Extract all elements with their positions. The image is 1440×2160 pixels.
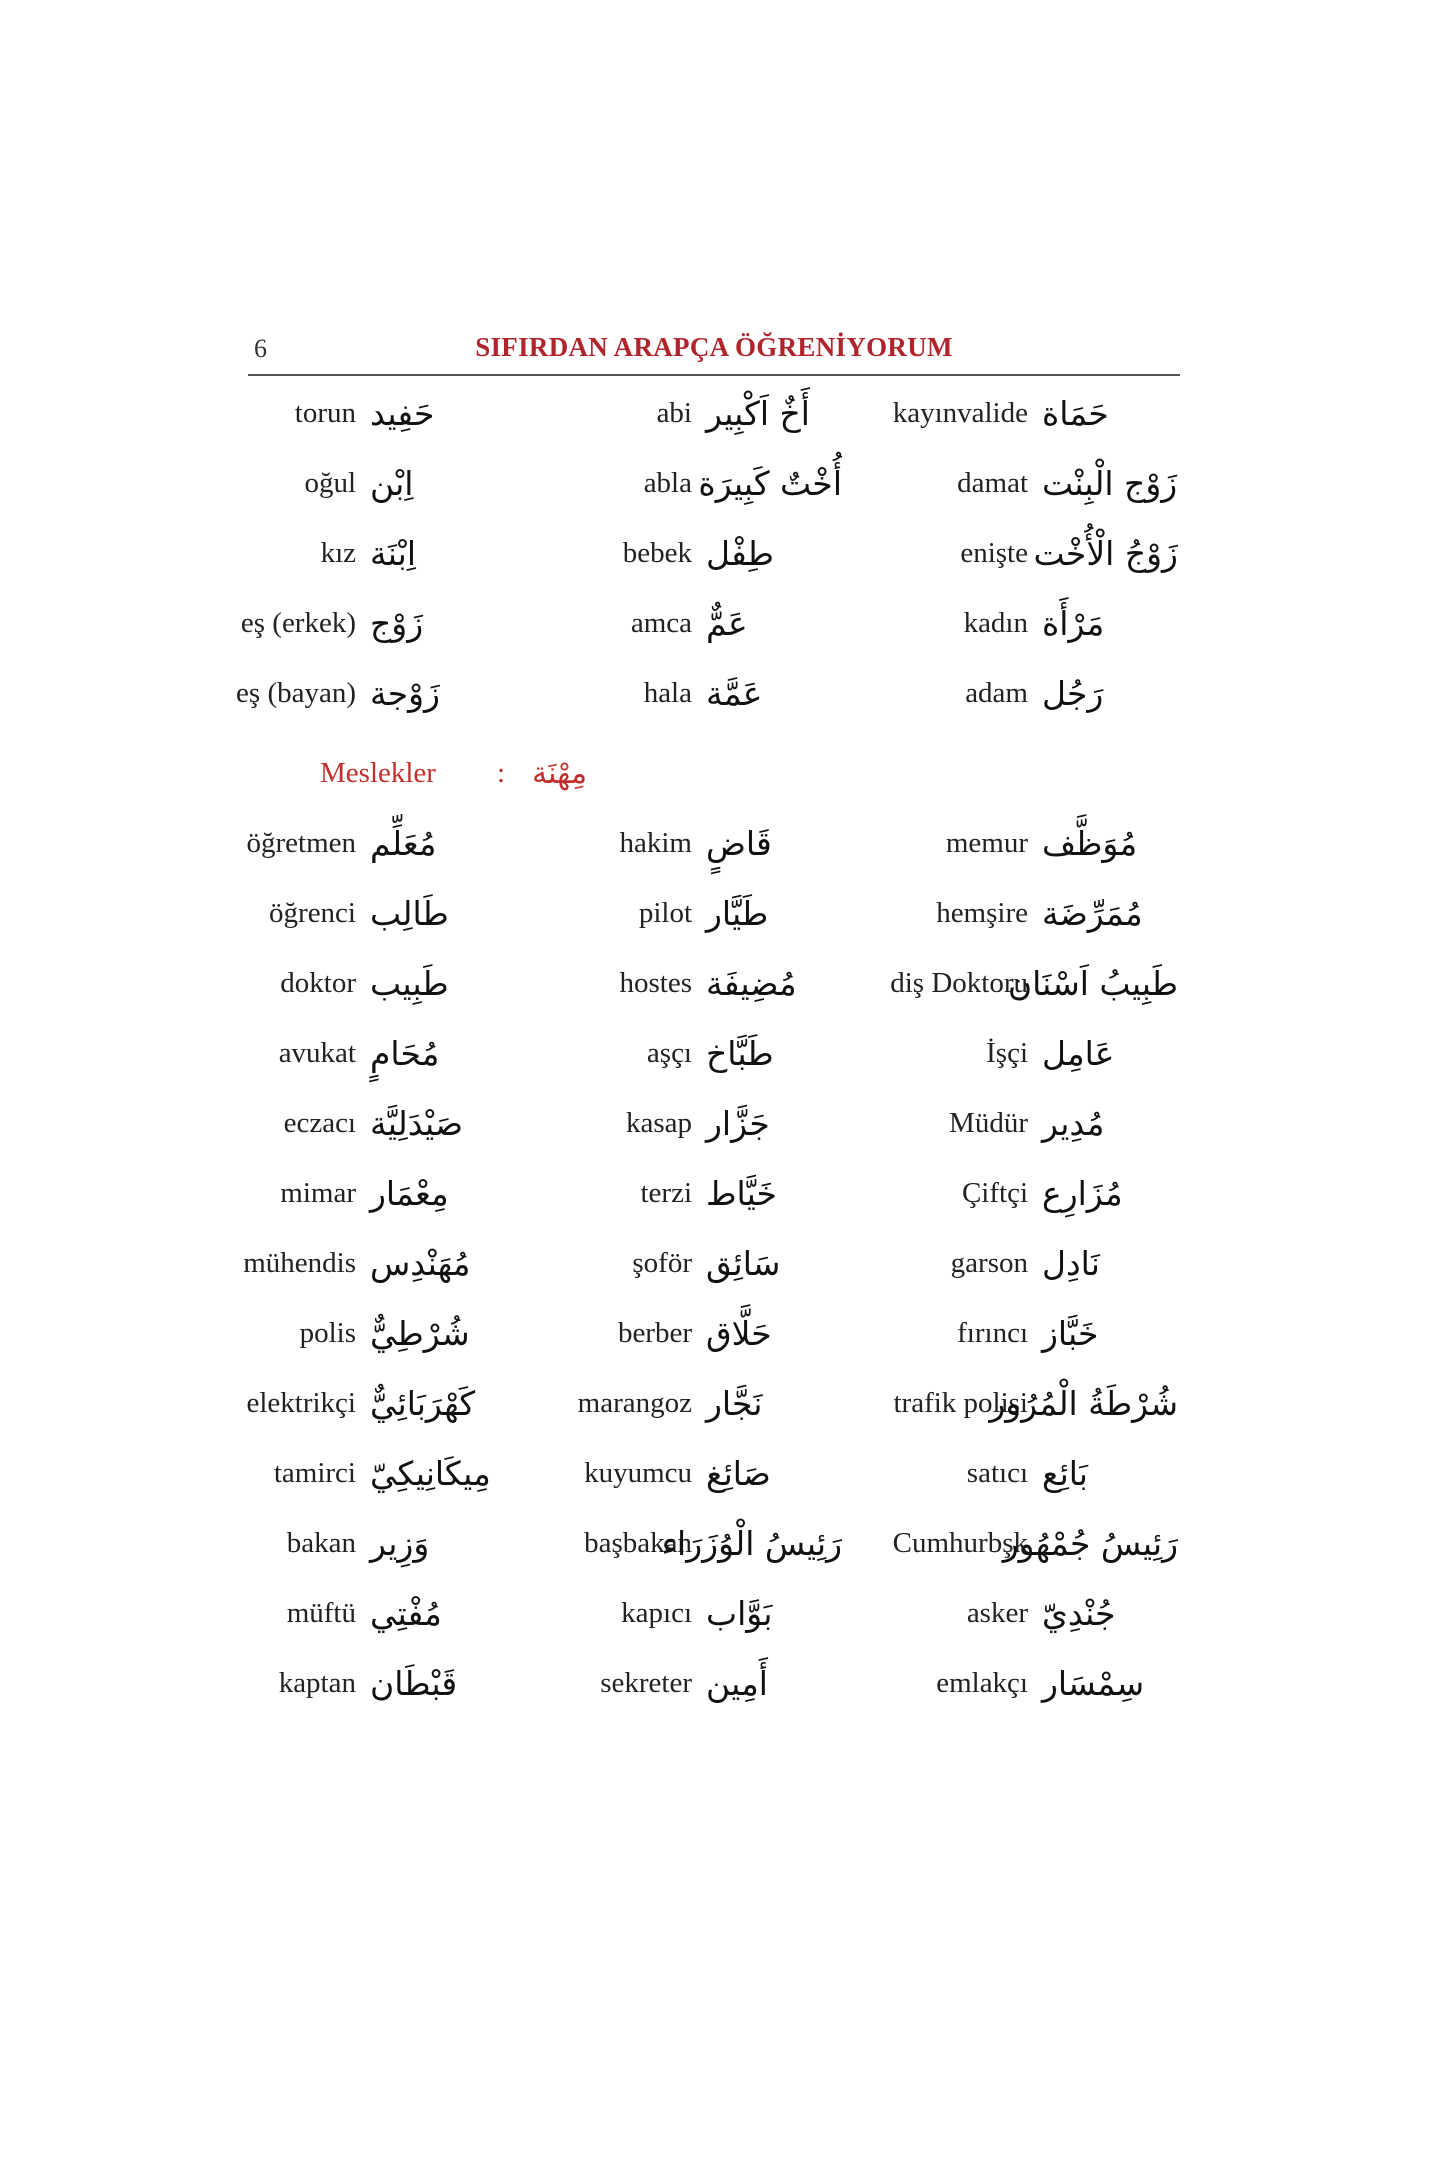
arabic-word: عَامِل [1042, 1033, 1115, 1073]
section-title-arabic: مِهْنَة [532, 755, 588, 791]
vocab-entry [170, 1314, 506, 1353]
arabic-word: بَوَّاب [706, 1593, 773, 1633]
arabic-word: مَرْأَة [1042, 603, 1105, 643]
turkish-word: sekreter [600, 1666, 692, 1699]
vocab-entry [170, 1174, 506, 1213]
arabic-word: زَوْج [370, 603, 424, 643]
turkish-word: şoför [632, 1246, 692, 1279]
vocab-entry [170, 1454, 506, 1493]
vocab-entry [842, 894, 1178, 933]
vocab-row [170, 518, 1180, 588]
turkish-word: mimar [280, 1176, 356, 1209]
turkish-word: damat [957, 466, 1028, 499]
turkish-word: kapıcı [621, 1596, 692, 1629]
turkish-word: hakim [619, 826, 692, 859]
vocab-row [170, 808, 1180, 878]
arabic-word: طَيَّار [706, 893, 769, 933]
arabic-word: عَمٌّ [706, 603, 748, 643]
vocab-row [170, 588, 1180, 658]
turkish-word: bakan [286, 1526, 356, 1559]
vocab-entry [170, 1244, 506, 1283]
turkish-word: öğretmen [246, 826, 356, 859]
turkish-word: bebek [622, 536, 692, 569]
turkish-word: Cumhurbşk [892, 1526, 1028, 1559]
turkish-word: Çiftçi [961, 1176, 1028, 1209]
turkish-word: Müdür [949, 1106, 1028, 1139]
arabic-word: سِمْسَار [1042, 1663, 1145, 1703]
arabic-word: زَوْج الْبِنْت [1042, 463, 1178, 503]
vocab-entry [506, 824, 842, 863]
turkish-word: diş Doktoru [890, 966, 1028, 999]
arabic-word: خَيَّاط [706, 1173, 777, 1213]
vocab-entry [842, 464, 1178, 503]
vocab-entry [506, 1384, 842, 1423]
arabic-word: جُنْدِيّ [1042, 1593, 1116, 1633]
vocab-entry [842, 1174, 1178, 1213]
arabic-word: شُرْطَةُ الْمُرُور [989, 1383, 1178, 1423]
vocab-entry [170, 894, 506, 933]
vocab-entry [842, 824, 1178, 863]
arabic-word: زَوْجُ الْأُخْت [1033, 533, 1178, 573]
turkish-word: marangoz [577, 1386, 692, 1419]
arabic-word: جَزَّار [706, 1103, 770, 1143]
vocab-entry [506, 1594, 842, 1633]
arabic-word: طِفْل [706, 533, 774, 573]
vocab-entry [170, 1594, 506, 1633]
arabic-word: رَئِيسُ الْوُزَرَاء [661, 1523, 842, 1563]
vocab-entry [842, 1384, 1178, 1423]
vocab-entry [170, 1034, 506, 1073]
vocab-row [170, 1368, 1180, 1438]
turkish-word: garson [950, 1246, 1028, 1279]
vocab-entry [170, 674, 506, 713]
vocab-entry [506, 1524, 842, 1563]
vocab-row [170, 1578, 1180, 1648]
vocab-entry [506, 894, 842, 933]
arabic-word: طَالِب [370, 893, 449, 933]
arabic-word: مُمَرِّضَة [1042, 893, 1143, 933]
vocab-entry [842, 534, 1178, 573]
arabic-word: مُحَامٍ [370, 1033, 440, 1073]
vocab-entry [842, 1524, 1178, 1563]
vocab-entry [170, 1524, 506, 1563]
turkish-word: eş (bayan) [236, 676, 356, 709]
turkish-word: mühendis [243, 1246, 356, 1279]
vocab-entry [842, 1454, 1178, 1493]
vocab-entry [842, 1594, 1178, 1633]
vocab-entry [842, 1104, 1178, 1143]
turkish-word: pilot [638, 896, 692, 929]
vocab-entry [506, 1104, 842, 1143]
arabic-word: مُزَارِع [1042, 1173, 1123, 1213]
arabic-word: مِيكَانِيكِيّ [370, 1453, 491, 1493]
turkish-word: asker [966, 1596, 1028, 1629]
section-colon: : [496, 756, 506, 789]
arabic-word: اِبْنَة [370, 533, 417, 573]
vocab-row [170, 1158, 1180, 1228]
arabic-word: أَمِين [706, 1663, 768, 1703]
arabic-word: وَزِير [370, 1523, 430, 1563]
vocab-entry [506, 1244, 842, 1283]
turkish-word: abi [656, 396, 692, 429]
turkish-word: adam [965, 676, 1028, 709]
vocab-entry [842, 394, 1178, 433]
turkish-word: doktor [280, 966, 356, 999]
arabic-word: بَائِع [1042, 1453, 1088, 1493]
vocab-entry [842, 1034, 1178, 1073]
arabic-word: حَلَّاق [706, 1313, 772, 1353]
turkish-word: hostes [619, 966, 692, 999]
vocab-row [170, 1228, 1180, 1298]
vocab-row [170, 378, 1180, 448]
vocab-row [170, 1298, 1180, 1368]
vocab-entry [170, 1664, 506, 1703]
arabic-word: قَاضٍ [706, 823, 772, 863]
turkish-word: hala [643, 676, 692, 709]
page-header [248, 330, 1180, 376]
turkish-word: kasap [625, 1106, 692, 1139]
turkish-word: satıcı [966, 1456, 1028, 1489]
arabic-word: زَوْجة [370, 673, 440, 713]
arabic-word: طَبِيبُ اَسْنَان [1007, 963, 1178, 1003]
vocab-entry [170, 1384, 506, 1423]
family-vocabulary-list [170, 378, 1180, 728]
vocab-entry [506, 964, 842, 1003]
vocab-row [170, 878, 1180, 948]
arabic-word: صَيْدَلِيَّة [370, 1103, 464, 1143]
turkish-word: İşçi [986, 1036, 1028, 1069]
running-title: SIFIRDAN ARAPÇA ÖĞRENİYORUM [475, 332, 953, 362]
turkish-word: terzi [640, 1176, 692, 1209]
vocab-entry [506, 674, 842, 713]
turkish-word: torun [294, 396, 356, 429]
turkish-word: eczacı [283, 1106, 356, 1139]
turkish-word: berber [617, 1316, 692, 1349]
arabic-word: مُدِير [1042, 1103, 1105, 1143]
vocab-entry [170, 464, 506, 503]
page-number: 6 [254, 334, 267, 363]
vocab-row [170, 948, 1180, 1018]
arabic-word: رَئِيسُ جُمْهُور [1002, 1523, 1178, 1563]
turkish-word: avukat [278, 1036, 356, 1069]
turkish-word: hemşire [936, 896, 1028, 929]
vocab-entry [506, 534, 842, 573]
turkish-word: kaptan [278, 1666, 356, 1699]
turkish-word: kuyumcu [584, 1456, 692, 1489]
arabic-word: نَادِل [1042, 1243, 1100, 1283]
arabic-word: حَفِيد [370, 393, 435, 433]
arabic-word: قَبْطَان [370, 1663, 458, 1703]
turkish-word: trafik polisi [893, 1386, 1028, 1419]
arabic-word: مُعَلِّم [370, 823, 437, 863]
turkish-word: fırıncı [957, 1316, 1028, 1349]
vocab-entry [842, 1244, 1178, 1283]
vocab-entry [170, 824, 506, 863]
arabic-word: سَائِق [706, 1243, 781, 1283]
arabic-word: رَجُل [1042, 673, 1104, 713]
vocab-row [170, 448, 1180, 518]
turkish-word: başbakan [584, 1526, 692, 1559]
arabic-word: حَمَاة [1042, 393, 1109, 433]
vocab-entry [506, 394, 842, 433]
vocab-row [170, 1648, 1180, 1718]
vocab-entry [170, 964, 506, 1003]
vocab-entry [506, 1454, 842, 1493]
vocab-row [170, 1438, 1180, 1508]
arabic-word: شُرْطِيٌّ [370, 1313, 470, 1353]
turkish-word: amca [630, 606, 692, 639]
arabic-word: أَخٌ اَكْبِير [706, 393, 810, 433]
arabic-word: مُفْتِي [370, 1593, 442, 1633]
turkish-word: kız [320, 536, 356, 569]
turkish-word: kayınvalide [892, 396, 1028, 429]
turkish-word: öğrenci [269, 896, 356, 929]
vocab-entry [506, 1034, 842, 1073]
arabic-word: صَائِغ [706, 1453, 771, 1493]
vocab-entry [170, 534, 506, 573]
arabic-word: أُخْتٌ كَبِيرَة [698, 463, 842, 503]
arabic-word: خَبَّاز [1042, 1313, 1099, 1353]
section-title-turkish: Meslekler [320, 756, 436, 789]
vocab-entry [842, 604, 1178, 643]
vocab-entry [506, 604, 842, 643]
turkish-word: aşçı [646, 1036, 692, 1069]
professions-vocabulary-list [170, 808, 1180, 1718]
arabic-word: كَهْرَبَائِيٌّ [370, 1383, 476, 1423]
turkish-word: abla [643, 466, 692, 499]
turkish-word: memur [945, 826, 1028, 859]
arabic-word: نَجَّار [706, 1383, 763, 1423]
turkish-word: emlakçı [936, 1666, 1028, 1699]
vocab-row [170, 658, 1180, 728]
vocab-row [170, 1508, 1180, 1578]
arabic-word: عَمَّة [706, 673, 763, 713]
arabic-word: مُضِيفَة [706, 963, 797, 1003]
turkish-word: elektrikçi [246, 1386, 356, 1419]
turkish-word: oğul [304, 466, 356, 499]
vocab-row [170, 1088, 1180, 1158]
arabic-word: طَبِيب [370, 963, 449, 1003]
arabic-word: مِعْمَار [370, 1173, 449, 1213]
turkish-word: eş (erkek) [240, 606, 356, 639]
vocab-entry [506, 1314, 842, 1353]
vocab-entry [506, 1664, 842, 1703]
turkish-word: tamirci [273, 1456, 356, 1489]
vocab-entry [506, 1174, 842, 1213]
vocab-entry [170, 1104, 506, 1143]
arabic-word: اِبْن [370, 463, 414, 503]
section-heading [320, 748, 587, 798]
vocab-entry [170, 604, 506, 643]
arabic-word: طَبَّاخ [706, 1033, 774, 1073]
turkish-word: kadın [963, 606, 1028, 639]
vocab-entry [170, 394, 506, 433]
vocab-row [170, 1018, 1180, 1088]
arabic-word: مُوَظَّف [1042, 823, 1138, 863]
vocab-entry [842, 674, 1178, 713]
turkish-word: enişte [960, 536, 1028, 569]
vocab-entry [506, 464, 842, 503]
vocab-entry [842, 1664, 1178, 1703]
turkish-word: müftü [286, 1596, 356, 1629]
turkish-word: polis [299, 1316, 356, 1349]
vocab-entry [842, 1314, 1178, 1353]
arabic-word: مُهَنْدِس [370, 1243, 471, 1283]
vocab-entry [842, 964, 1178, 1003]
